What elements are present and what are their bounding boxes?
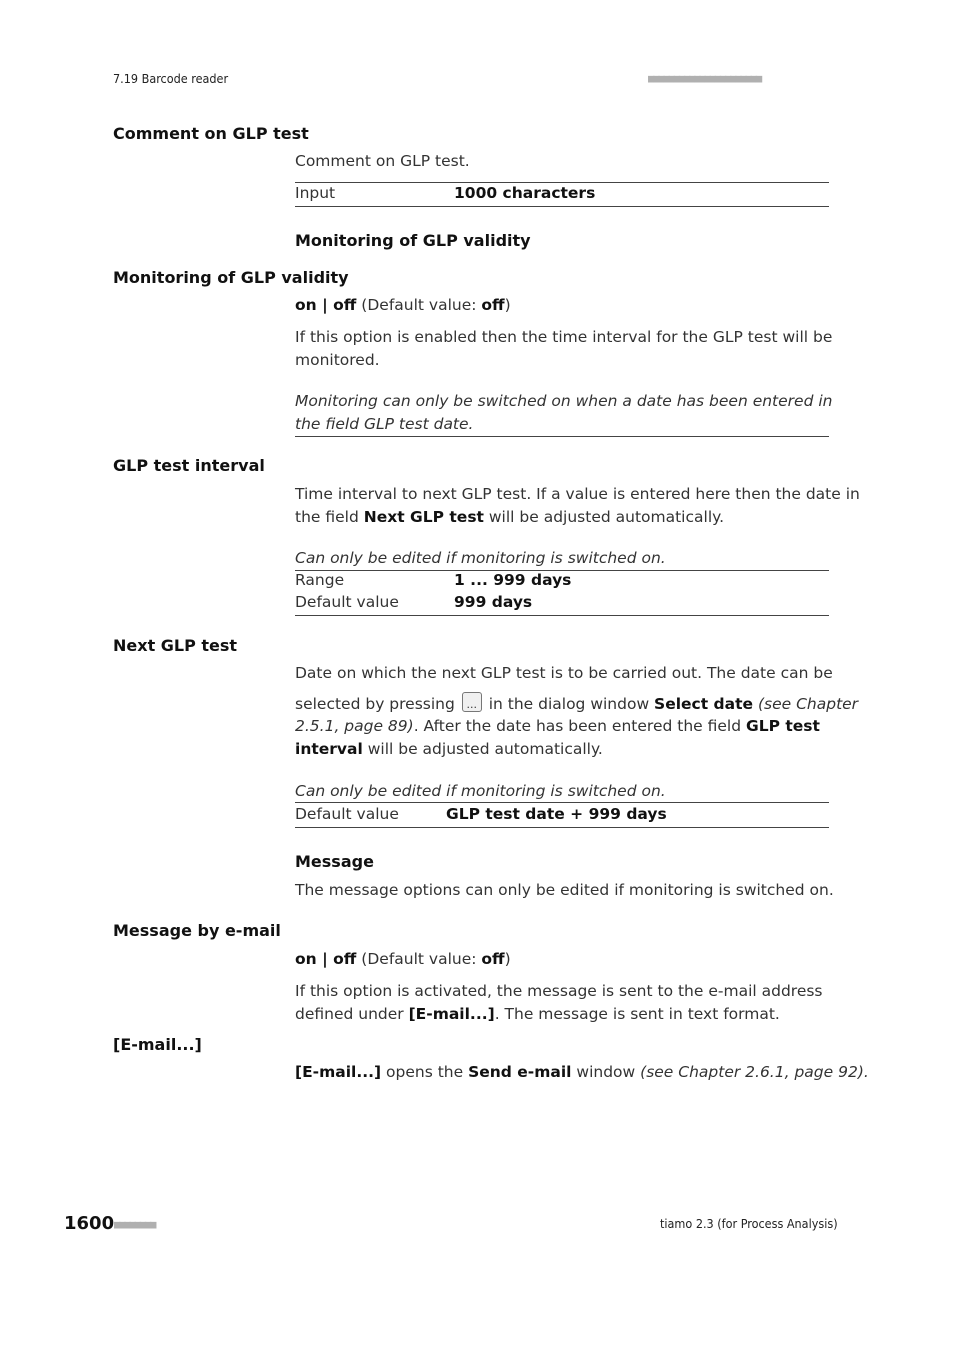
next-desc-line2 bbox=[295, 692, 858, 716]
default-close: ) bbox=[504, 950, 511, 968]
monitoring-option-line bbox=[295, 294, 511, 317]
cross-reference: (see Chapter 2.6.1, page 92) bbox=[640, 1063, 864, 1081]
cross-reference: 2.5.1, page 89) bbox=[295, 717, 414, 735]
table-rule-top bbox=[295, 802, 829, 803]
row-value: GLP test date + 999 days bbox=[446, 805, 667, 823]
desc-line: If this option is activated, the message is sent to the e-mail address bbox=[295, 982, 823, 1000]
section-title-monitoring: Monitoring of GLP validity bbox=[295, 231, 531, 250]
heading-message-email: Message by e-mail bbox=[113, 921, 281, 940]
desc-line: monitored. bbox=[295, 350, 380, 369]
text: opens the bbox=[381, 1063, 469, 1081]
row-key: Input bbox=[295, 184, 336, 202]
text: . bbox=[863, 1063, 869, 1081]
email-button-description bbox=[295, 1061, 869, 1084]
next-desc-line3 bbox=[295, 715, 820, 738]
field-name: interval bbox=[295, 740, 363, 758]
next-default-row bbox=[295, 805, 667, 823]
interval-description bbox=[295, 483, 860, 528]
row-value: 999 days bbox=[454, 593, 533, 611]
next-desc-line4 bbox=[295, 738, 603, 761]
default-value: off bbox=[481, 296, 505, 314]
dialog-name: Select date bbox=[654, 695, 754, 713]
default-close: ) bbox=[504, 296, 511, 314]
comment-glp-description: Comment on GLP test. bbox=[295, 152, 470, 170]
button-name: [E-mail...] bbox=[408, 1004, 495, 1023]
option-separator: | bbox=[316, 950, 334, 968]
heading-comment-glp: Comment on GLP test bbox=[113, 124, 309, 143]
heading-email-button: [E-mail...] bbox=[113, 1035, 202, 1054]
next-note: Can only be edited if monitoring is switched on. bbox=[295, 782, 666, 800]
note-line: Monitoring can only be switched on when a date has been entered in bbox=[295, 392, 833, 410]
text: will be adjusted automatically. bbox=[362, 740, 603, 758]
row-value: 1 ... 999 days bbox=[454, 571, 572, 589]
ellipsis-button-icon bbox=[462, 692, 482, 712]
footer-decoration: ■■■■■■■■ bbox=[114, 1218, 155, 1231]
interval-default-row bbox=[295, 593, 533, 611]
text: selected by pressing bbox=[295, 695, 455, 713]
desc-line bbox=[295, 1003, 823, 1026]
text: the field bbox=[295, 507, 364, 526]
running-header-section: 7.19 Barcode reader bbox=[113, 71, 229, 86]
table-rule-bottom bbox=[295, 827, 829, 828]
comment-input-row bbox=[295, 184, 596, 202]
desc-line: If this option is enabled then the time interval for the GLP test will be bbox=[295, 328, 833, 346]
text: will be adjusted automatically. bbox=[483, 507, 725, 526]
option-off: off bbox=[333, 296, 357, 314]
desc-line bbox=[295, 506, 860, 529]
row-key: Default value bbox=[295, 805, 399, 823]
monitoring-note bbox=[295, 390, 832, 435]
table-rule-bottom bbox=[295, 206, 829, 207]
text: defined under bbox=[295, 1004, 409, 1023]
default-prefix: (Default value: bbox=[356, 950, 482, 968]
heading-next-glp: Next GLP test bbox=[113, 636, 238, 655]
default-value: off bbox=[481, 950, 505, 968]
page-number: 1600 bbox=[64, 1213, 115, 1234]
row-value: 1000 characters bbox=[454, 184, 596, 202]
message-description: The message options can only be edited if monitoring is switched on. bbox=[295, 881, 834, 899]
interval-range-row bbox=[295, 571, 572, 589]
header-decoration: ■■■■■■■■■■■■■■■■■■■■■■ bbox=[648, 72, 761, 85]
text: in the dialog window bbox=[483, 695, 655, 713]
option-on: on bbox=[295, 950, 317, 968]
cross-reference: (see Chapter bbox=[753, 695, 859, 713]
option-on: on bbox=[295, 296, 317, 314]
table-rule-bottom bbox=[295, 615, 829, 616]
heading-glp-interval: GLP test interval bbox=[113, 456, 265, 475]
option-off: off bbox=[333, 950, 357, 968]
section-rule bbox=[295, 436, 829, 437]
row-key: Default value bbox=[295, 593, 399, 611]
note-line: the field GLP test date. bbox=[295, 414, 474, 433]
window-name: Send e-mail bbox=[468, 1063, 572, 1081]
footer-product: tiamo 2.3 (for Process Analysis) bbox=[660, 1216, 838, 1231]
next-desc-line1: Date on which the next GLP test is to be carried out. The date can be bbox=[295, 664, 833, 682]
field-name: Next GLP test bbox=[363, 507, 484, 526]
monitoring-description bbox=[295, 326, 832, 371]
text: window bbox=[571, 1063, 641, 1081]
ellipsis-glyph: ... bbox=[466, 698, 478, 711]
table-rule-top bbox=[295, 182, 829, 183]
email-option-line bbox=[295, 948, 511, 971]
heading-monitoring: Monitoring of GLP validity bbox=[113, 268, 349, 287]
email-description bbox=[295, 980, 823, 1025]
desc-line: Time interval to next GLP test. If a value is entered here then the date in bbox=[295, 485, 860, 503]
default-prefix: (Default value: bbox=[356, 296, 482, 314]
interval-note: Can only be edited if monitoring is switched on. bbox=[295, 549, 666, 567]
text: . The message is sent in text format. bbox=[494, 1004, 780, 1023]
row-key: Range bbox=[295, 571, 345, 589]
section-title-message: Message bbox=[295, 852, 374, 871]
button-name: [E-mail...] bbox=[295, 1063, 382, 1081]
option-separator: | bbox=[316, 296, 334, 314]
field-name: GLP test bbox=[745, 717, 820, 735]
text: . After the date has been entered the field bbox=[413, 717, 746, 735]
